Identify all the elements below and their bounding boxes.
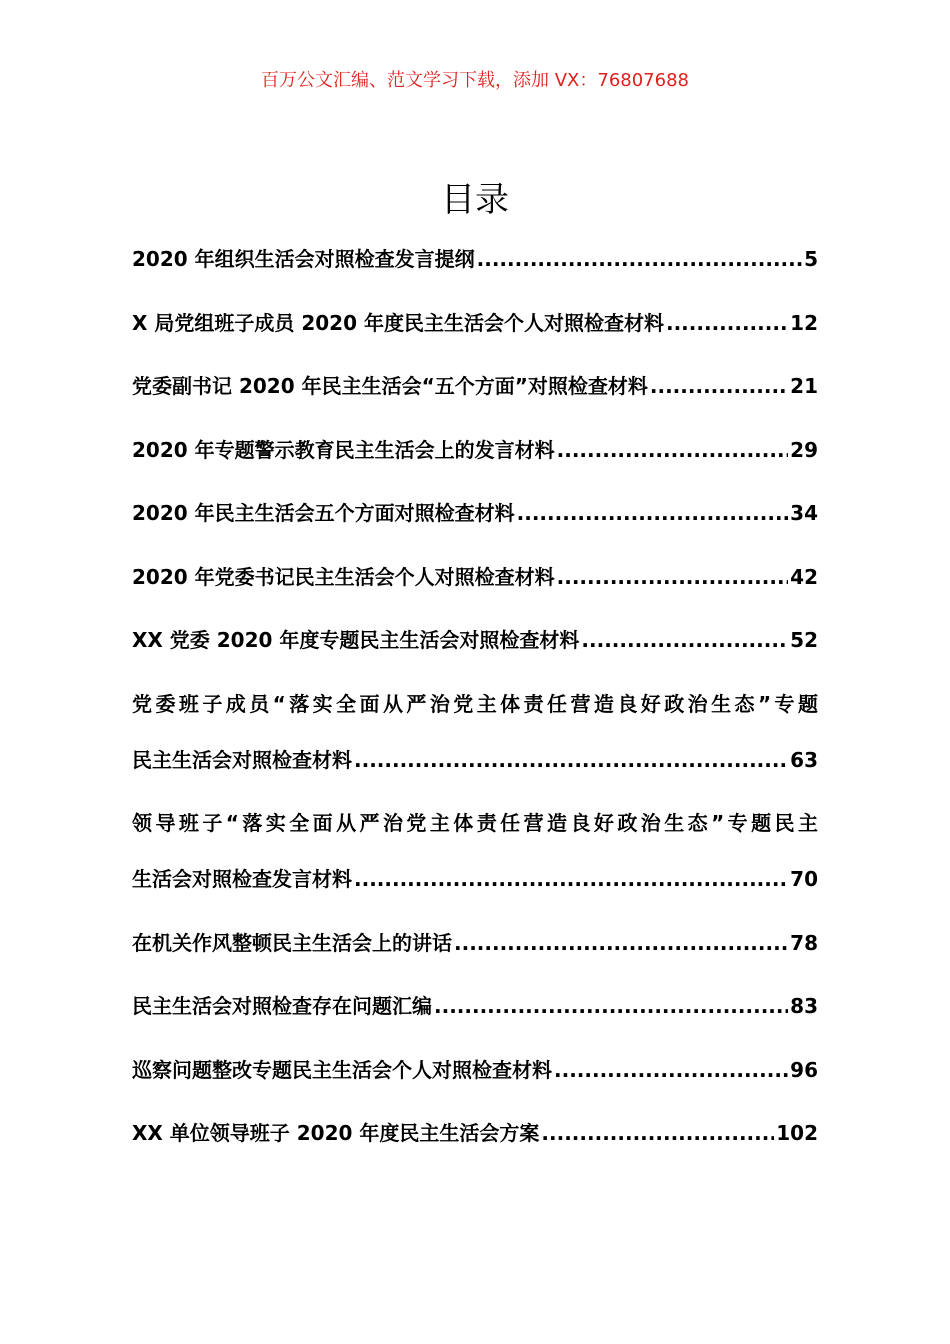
toc-leader-dots xyxy=(454,928,788,958)
toc-entry[interactable] xyxy=(132,689,818,775)
toc-entry-page: 63 xyxy=(790,747,818,772)
toc-entry-title-line2: 生活会对照检查发言材料 xyxy=(132,867,352,891)
toc-entry-title: 巡察问题整改专题民主生活会个人对照检查材料 xyxy=(132,1057,552,1082)
toc-entry-title-line1: 领导班子“落实全面从严治党主体责任营造良好政治生态”专题民主 xyxy=(132,811,818,835)
toc-entry-page: 29 xyxy=(790,437,818,462)
toc-entry-page: 78 xyxy=(790,930,818,955)
toc-entry-title: XX 单位领导班子 2020 年度民主生活会方案 xyxy=(132,1121,540,1145)
toc-leader-dots xyxy=(650,371,788,401)
toc-entry-title: 2020 年民主生活会五个方面对照检查材料 xyxy=(132,501,515,525)
toc-leader-dots xyxy=(354,864,788,894)
toc-entry-title: 2020 年专题警示教育民主生活会上的发言材料 xyxy=(132,437,555,462)
toc-title: 目录 xyxy=(441,180,509,220)
toc-leader-dots xyxy=(434,991,788,1021)
toc-entry[interactable] xyxy=(132,625,818,655)
toc-entry-page: 70 xyxy=(790,867,818,891)
toc-entry-page: 96 xyxy=(790,1057,818,1082)
toc-entry-page: 42 xyxy=(790,564,818,589)
toc-entry-page: 52 xyxy=(790,628,818,652)
toc-entry[interactable] xyxy=(132,244,818,274)
toc-leader-dots xyxy=(541,1118,774,1148)
toc-entry[interactable] xyxy=(132,928,818,958)
header-note: 百万公文汇编、范文学习下载，添加 VX：76807688 xyxy=(261,70,689,91)
toc-entry-title-line1: 党委班子成员“落实全面从严治党主体责任营造良好政治生态”专题 xyxy=(132,691,818,716)
toc-entry[interactable] xyxy=(132,808,818,894)
toc-entry-page: 83 xyxy=(790,994,818,1018)
toc-leader-dots xyxy=(581,625,788,655)
toc-leader-dots xyxy=(477,244,802,274)
toc-entry[interactable] xyxy=(132,991,818,1021)
toc-entry-title: 2020 年党委书记民主生活会个人对照检查材料 xyxy=(132,564,555,589)
toc-entry-title: 2020 年组织生活会对照检查发言提纲 xyxy=(132,247,475,271)
toc-entry-page: 34 xyxy=(790,501,818,525)
toc-entry-title-line2: 民主生活会对照检查材料 xyxy=(132,747,352,772)
toc-entry[interactable] xyxy=(132,1055,818,1085)
toc-leader-dots xyxy=(666,308,788,338)
toc-entry-title: 党委副书记 2020 年民主生活会“五个方面”对照检查材料 xyxy=(132,374,648,398)
toc-leader-dots xyxy=(517,498,789,528)
toc-entry[interactable] xyxy=(132,435,818,465)
toc-entry-title: 在机关作风整顿民主生活会上的讲话 xyxy=(132,930,452,955)
toc-entry-title: XX 党委 2020 年度专题民主生活会对照检查材料 xyxy=(132,628,580,652)
toc-entry-page: 12 xyxy=(790,310,818,335)
toc-entry[interactable] xyxy=(132,562,818,592)
toc-entry-page: 21 xyxy=(790,374,818,398)
toc-entry[interactable] xyxy=(132,308,818,338)
toc-entry-title: 民主生活会对照检查存在问题汇编 xyxy=(132,994,432,1018)
toc-entry[interactable] xyxy=(132,371,818,401)
toc-entry[interactable] xyxy=(132,1118,818,1148)
toc-leader-dots xyxy=(354,745,788,775)
toc-entry[interactable] xyxy=(132,498,818,528)
table-of-contents xyxy=(132,244,818,1182)
toc-entry-page: 5 xyxy=(804,247,818,271)
toc-leader-dots xyxy=(554,1055,788,1085)
toc-entry-page: 102 xyxy=(776,1121,818,1145)
toc-leader-dots xyxy=(557,562,789,592)
toc-leader-dots xyxy=(557,435,789,465)
toc-entry-title: X 局党组班子成员 2020 年度民主生活会个人对照检查材料 xyxy=(132,310,664,335)
